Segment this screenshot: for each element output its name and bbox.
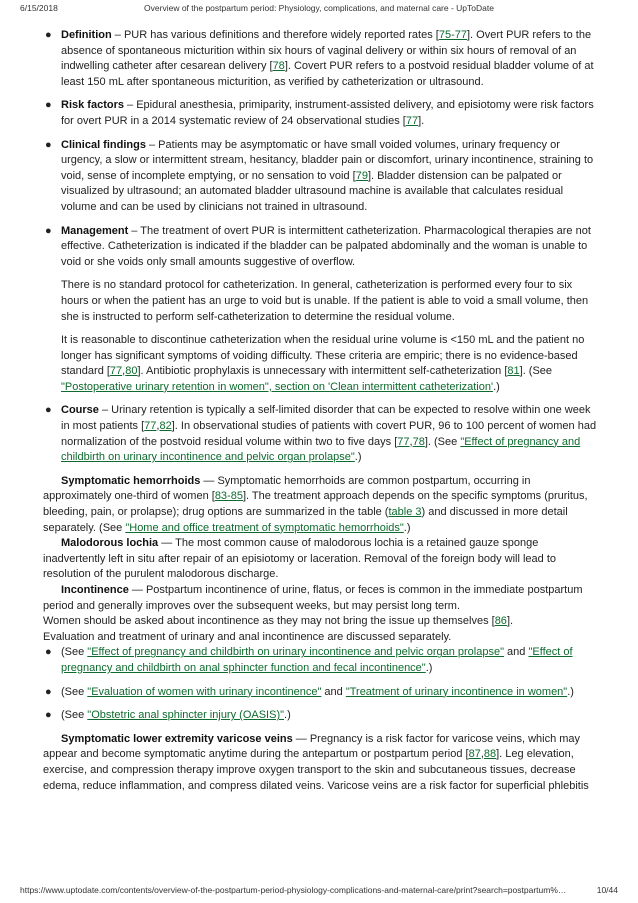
section-heading: Malodorous lochia [61,537,159,550]
incontinence-paragraph: Incontinence — Postpartum incontinence of urine, flatus, or feces is common in the immediate postpartum period and generally improves over the subsequent weeks, but may persist long term. [43,584,583,612]
print-date: 6/15/2018 [20,3,58,13]
see-also-item: ● (See "Effect of pregnancy and childbirth on urinary incontinence and pelvic organ prolapse" and "Effect of pregnancy and childbirth on anal sphincter function and fecal incontinence".) [45,646,573,674]
bullet-icon: ● [45,685,52,698]
evaluation-paragraph: Evaluation and treatment of urinary and anal incontinence are discussed separately. [43,630,452,643]
reference-link[interactable]: 81 [507,365,520,378]
management-paragraph: It is reasonable to discontinue catheterization when the residual urine volume is <150 mL and the patient no longer has significant symptoms of voiding difficulty. These criteria are empiric; there is no evidence-based standard [77,80]. Antibiotic prophylaxis is unnecessary with intermittent self-catheterization [81]. (See "Postoperative urinary retention in women", section on 'Clean intermittent catheterization'.) [61,334,585,393]
reference-link[interactable]: 87 [468,748,481,761]
bullet-definition [43,28,599,90]
bullet-icon: ● [45,138,52,151]
see-also-item: ● (See "Evaluation of women with urinary incontinence" and "Treatment of urinary incontinence in women".) [43,685,599,701]
topic-link[interactable]: "Treatment of urinary incontinence in women" [345,685,568,698]
bullet-text: Clinical findings – Patients may be asymptomatic or have small voided volumes, urinary frequency or urgency, a slow or intermittent stream, hesitancy, bladder pain or discomfort, urinary incontinence, straining to void, sense of incomplete emptying, or no sensation to void [79]. Bladder distension can be palpated or visualized by ultrasound; an automated bladder ultrasound machine is available that calculates residual volume and can be used by clinicians not trained in ultrasound. [61,138,594,213]
reference-link[interactable]: 77 [405,114,419,127]
topic-link[interactable]: "Effect of pregnancy and childbirth on anal sphincter function and fecal incontinence" [61,646,573,674]
topic-link[interactable]: "Effect of pregnancy and childbirth on urinary incontinence and pelvic organ prolapse" [61,435,581,464]
print-footer [20,885,618,897]
varicose-paragraph: Symptomatic lower extremity varicose veins — Pregnancy is a risk factor for varicose veins, which may appear and become symptomatic anytime during the antepartum or postpartum period [87,88]. Leg elevation, exercise, and compression therapy improve oxygen transport to the skin and subcutaneous tissues, decrease edema, reduce inflammation, and compress dilated veins. Varicose veins are a risk factor for superficial phlebitis [43,732,589,792]
topic-link[interactable]: "Postoperative urinary retention in women", section on 'Clean intermittent catheterization' [61,380,494,393]
topic-link[interactable]: "Effect of pregnancy and childbirth on urinary incontinence and pelvic organ prolapse" [87,646,504,659]
reference-link[interactable]: 77 [397,435,410,448]
bullet-text: Course – Urinary retention is typically a self-limited disorder that can be expected to resolve within one week in most patients [77,82]. In observational studies of patients with covert PUR, 96 to 100 percent of women had normalization of the postvoid residual volume within two to five days [77,78]. (See "Effect of pregnancy and childbirth on urinary incontinence and pelvic organ prolapse".) [61,404,597,464]
bullet-text: Definition – PUR has various definitions and therefore widely reported rates [75-77]. Overt PUR refers to the absence of spontaneous micturition within six hours of vaginal delivery or within six hours of removal of an indwelling catheter after cesarean delivery [78]. Covert PUR refers to a postvoid residual bladder volume of at least 150 mL after spontaneous micturition, as verified by catheterization or ultrasound. [61,29,594,88]
topic-link[interactable]: "Home and office treatment of symptomatic hemorrhoids" [125,521,404,534]
print-header [20,3,618,15]
bullet-clinical-findings [43,138,599,216]
reference-link[interactable]: 82 [159,420,172,433]
section-heading: Symptomatic lower extremity varicose veins [61,732,293,745]
bullet-text: Management – The treatment of overt PUR is intermittent catheterization. Pharmacological therapies are not effective. Catheterization is indicated if the bladder can be palpated abdominally and the woman is unable to void or she voids only small amounts suggestive of overflow. [61,224,591,268]
topic-link[interactable]: "Obstetric anal sphincter injury (OASIS)" [87,709,285,722]
section-heading: Symptomatic hemorrhoids [61,474,201,487]
reference-link[interactable]: 79 [355,169,368,182]
topic-link[interactable]: "Evaluation of women with urinary incontinence" [87,685,322,698]
bullet-heading: Management [61,224,129,237]
bullet-icon: ● [45,646,52,659]
bullet-risk-factors [43,98,599,129]
reference-link[interactable]: 75-77 [438,29,467,41]
bullet-icon: ● [45,29,52,41]
reference-link[interactable]: 88 [483,748,497,761]
reference-link[interactable]: 77 [144,420,157,433]
bullet-heading: Definition [61,29,112,41]
reference-link[interactable]: 83-85 [214,490,243,503]
bullet-icon: ● [45,99,52,112]
see-also-item: ● (See "Obstetric anal sphincter injury (OASIS)".) [43,708,599,724]
page-number: 10/44 [596,885,618,895]
bullet-heading: Clinical findings [61,138,146,151]
management-paragraph: There is no standard protocol for catheterization. In general, catheterization is performed every four to six hours or when the patient has an urge to void but is unable. If the patient is able to void a small volume, then she is instructed to perform self-catheterization to determine the residual volume. [61,279,589,323]
bullet-heading: Risk factors [61,99,124,112]
bullet-text: Risk factors – Epidural anesthesia, primiparity, instrument-assisted delivery, and episiotomy were risk factors for overt PUR in a 2014 systematic review of 24 observational studies [77]. [61,99,594,127]
bullet-management [43,224,599,396]
bullet-icon: ● [45,224,52,237]
bullet-icon: ● [45,709,52,722]
article-body [43,28,599,794]
section-heading: Incontinence [61,584,129,596]
reference-link[interactable]: 78 [272,60,285,73]
print-url: https://www.uptodate.com/contents/overview-of-the-postpartum-period-physiology-complications-and-maternal-care/print?search=postpartum%… [20,885,567,895]
reference-link[interactable]: 86 [494,615,507,628]
bullet-heading: Course [61,404,99,417]
lochia-paragraph: Malodorous lochia — The most common cause of malodorous lochia is a retained gauze sponge inadvertently left in situ after repair of an episiotomy or laceration. Removal of the foreign body will lead to resolution of the purulent malodorous discharge. [43,537,556,581]
bullet-icon: ● [45,404,52,417]
bullet-course [43,403,599,465]
reference-link[interactable]: 77 [109,365,123,378]
ask-paragraph: Women should be asked about incontinence as they may not bring the issue up themselves [86]. [43,615,514,628]
table-link[interactable]: table 3 [388,506,422,519]
reference-link[interactable]: 78 [412,435,425,448]
print-title: Overview of the postpartum period: Physiology, complications, and maternal care - UpToDate [144,3,494,13]
reference-link[interactable]: 80 [125,365,138,378]
hemorrhoids-paragraph: Symptomatic hemorrhoids — Symptomatic hemorrhoids are common postpartum, occurring in approximately one-third of women [83-85]. The treatment approach depends on the specific symptoms (pruritus, bleeding, pain, or prolapse); drug options are summarized in the table (table 3) and discussed in more detail separately. (See "Home and office treatment of symptomatic hemorrhoids".) [43,474,588,534]
